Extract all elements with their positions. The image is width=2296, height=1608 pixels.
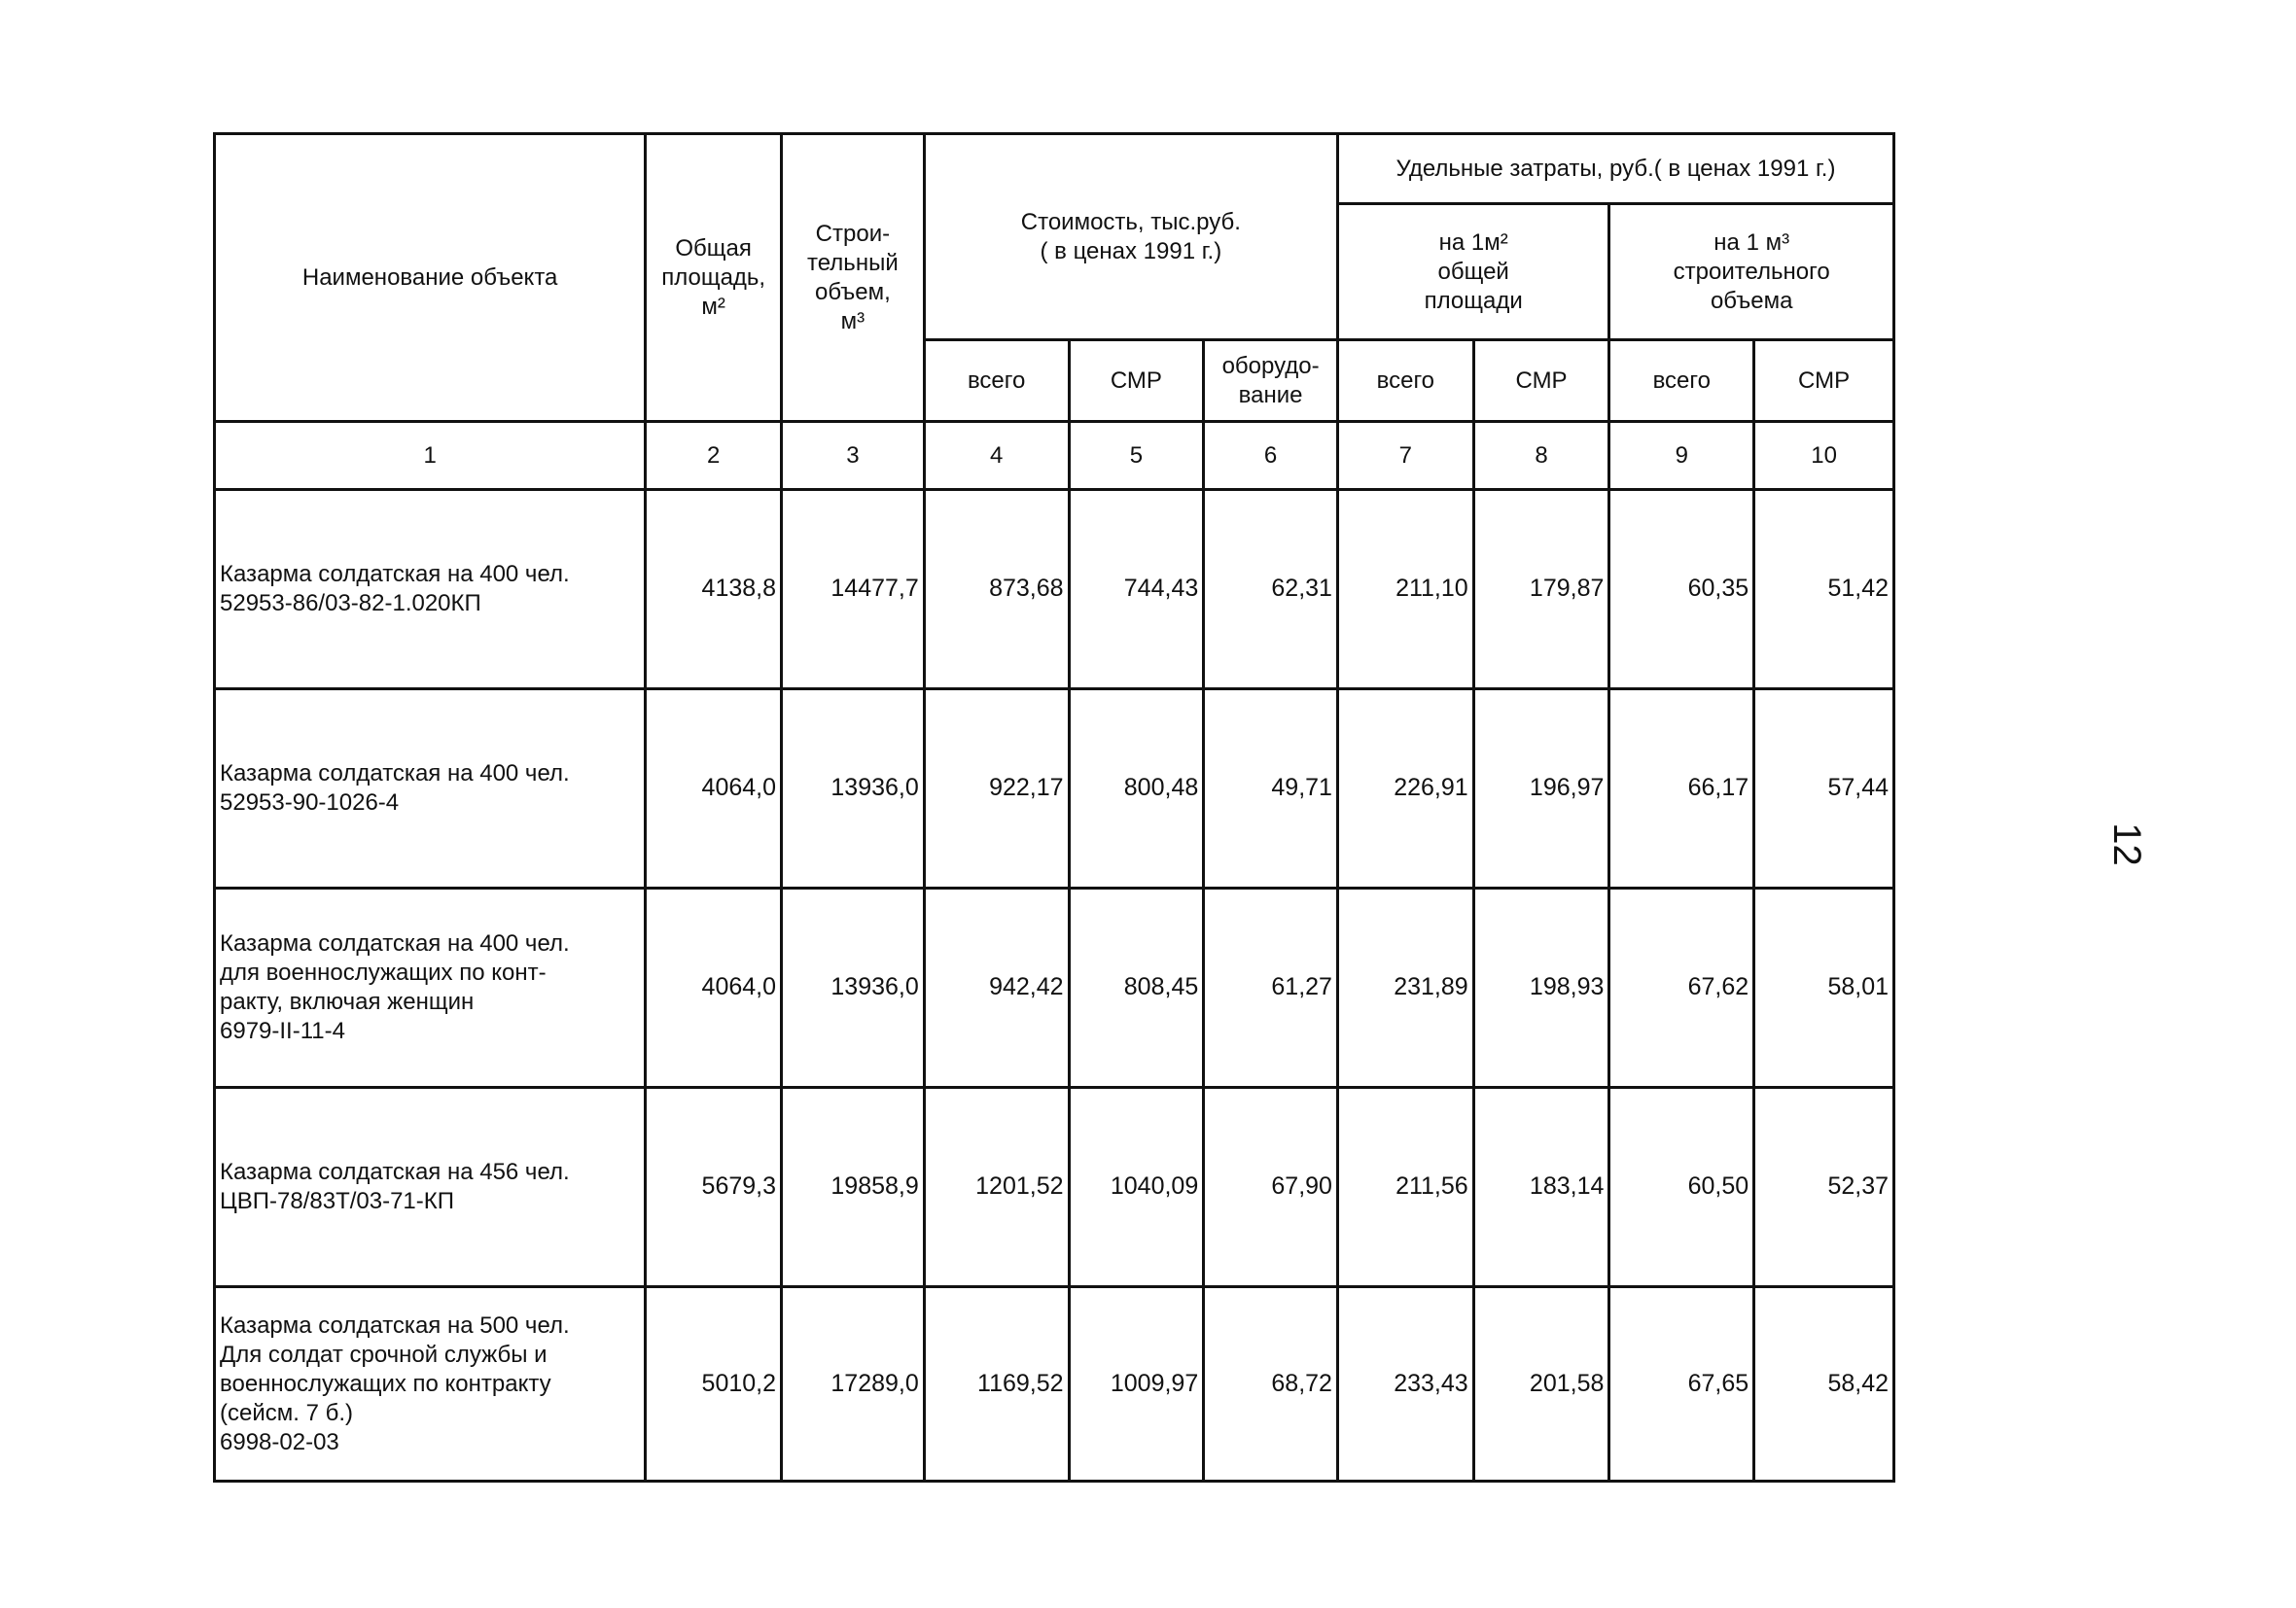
column-index: 7 xyxy=(1337,422,1473,490)
header-cost-smr: СМР xyxy=(1069,340,1204,422)
object-name: Казарма солдатская на 456 чел. ЦВП-78/83Т/03-71-КП xyxy=(215,1088,646,1287)
cell-cost-equipment: 49,71 xyxy=(1204,689,1338,889)
header-cost-equipment: оборудо- вание xyxy=(1204,340,1338,422)
cell-m3-smr: 57,44 xyxy=(1754,689,1894,889)
header-volume: Строи- тельный объем, м³ xyxy=(782,134,925,422)
column-index: 1 xyxy=(215,422,646,490)
cell-area: 5679,3 xyxy=(646,1088,782,1287)
cell-m3-total: 60,35 xyxy=(1609,490,1754,689)
column-index: 10 xyxy=(1754,422,1894,490)
cell-area: 4064,0 xyxy=(646,689,782,889)
cell-cost-smr: 1040,09 xyxy=(1069,1088,1204,1287)
cell-m2-total: 226,91 xyxy=(1337,689,1473,889)
cost-table xyxy=(213,132,1895,1483)
table-row xyxy=(215,1088,1894,1287)
cell-m3-smr: 52,37 xyxy=(1754,1088,1894,1287)
cell-area: 4064,0 xyxy=(646,889,782,1088)
cell-cost-total: 873,68 xyxy=(924,490,1069,689)
cell-m3-smr: 51,42 xyxy=(1754,490,1894,689)
table-header xyxy=(215,134,1894,490)
cell-m2-total: 211,10 xyxy=(1337,490,1473,689)
cell-m2-smr: 179,87 xyxy=(1473,490,1609,689)
cell-m2-smr: 196,97 xyxy=(1473,689,1609,889)
object-name: Казарма солдатская на 400 чел. для военнослужащих по конт- ракту, включая женщин 6979-II-11-4 xyxy=(215,889,646,1088)
cell-cost-smr: 744,43 xyxy=(1069,490,1204,689)
table-row xyxy=(215,889,1894,1088)
header-per-m3: на 1 м³ строительного объема xyxy=(1609,204,1894,340)
cell-m3-smr: 58,01 xyxy=(1754,889,1894,1088)
header-area: Общая площадь, м² xyxy=(646,134,782,422)
cell-m3-total: 67,62 xyxy=(1609,889,1754,1088)
column-index: 9 xyxy=(1609,422,1754,490)
cell-m3-total: 66,17 xyxy=(1609,689,1754,889)
column-index: 4 xyxy=(924,422,1069,490)
cell-m3-smr: 58,42 xyxy=(1754,1287,1894,1482)
table-row xyxy=(215,689,1894,889)
cell-m2-smr: 201,58 xyxy=(1473,1287,1609,1482)
cell-cost-total: 1169,52 xyxy=(924,1287,1069,1482)
column-index-row xyxy=(215,422,1894,490)
cell-cost-smr: 808,45 xyxy=(1069,889,1204,1088)
cell-cost-smr: 800,48 xyxy=(1069,689,1204,889)
header-cost-total: всего xyxy=(924,340,1069,422)
header-m3-total: всего xyxy=(1609,340,1754,422)
cell-m2-smr: 198,93 xyxy=(1473,889,1609,1088)
cell-cost-equipment: 61,27 xyxy=(1204,889,1338,1088)
cell-cost-total: 922,17 xyxy=(924,689,1069,889)
column-index: 3 xyxy=(782,422,925,490)
header-m2-total: всего xyxy=(1337,340,1473,422)
header-m3-smr: СМР xyxy=(1754,340,1894,422)
cell-area: 5010,2 xyxy=(646,1287,782,1482)
header-cost: Стоимость, тыс.руб. ( в ценах 1991 г.) xyxy=(924,134,1337,340)
table-row xyxy=(215,1287,1894,1482)
cell-area: 4138,8 xyxy=(646,490,782,689)
column-index: 5 xyxy=(1069,422,1204,490)
header-per-m2: на 1м² общей площади xyxy=(1337,204,1608,340)
cell-cost-total: 942,42 xyxy=(924,889,1069,1088)
table-row xyxy=(215,490,1894,689)
cell-volume: 17289,0 xyxy=(782,1287,925,1482)
cell-m3-total: 67,65 xyxy=(1609,1287,1754,1482)
cell-volume: 19858,9 xyxy=(782,1088,925,1287)
column-index: 2 xyxy=(646,422,782,490)
cell-cost-equipment: 68,72 xyxy=(1204,1287,1338,1482)
table-body xyxy=(215,490,1894,1482)
header-m2-smr: СМР xyxy=(1473,340,1609,422)
cell-cost-equipment: 62,31 xyxy=(1204,490,1338,689)
object-name: Казарма солдатская на 500 чел. Для солдат срочной службы и военнослужащих по контракту (сейсм. 7 б.) 6998-02-03 xyxy=(215,1287,646,1482)
cell-cost-equipment: 67,90 xyxy=(1204,1088,1338,1287)
column-index: 8 xyxy=(1473,422,1609,490)
cell-cost-total: 1201,52 xyxy=(924,1088,1069,1287)
page-number: 12 xyxy=(2104,822,2148,866)
cell-cost-smr: 1009,97 xyxy=(1069,1287,1204,1482)
column-index: 6 xyxy=(1204,422,1338,490)
cell-m2-smr: 183,14 xyxy=(1473,1088,1609,1287)
header-name: Наименование объекта xyxy=(215,134,646,422)
cell-m2-total: 231,89 xyxy=(1337,889,1473,1088)
object-name: Казарма солдатская на 400 чел. 52953-86/03-82-1.020КП xyxy=(215,490,646,689)
cell-m2-total: 233,43 xyxy=(1337,1287,1473,1482)
cell-m3-total: 60,50 xyxy=(1609,1088,1754,1287)
header-unit-costs: Удельные затраты, руб.( в ценах 1991 г.) xyxy=(1337,134,1893,204)
cell-volume: 14477,7 xyxy=(782,490,925,689)
cell-volume: 13936,0 xyxy=(782,889,925,1088)
object-name: Казарма солдатская на 400 чел. 52953-90-1026-4 xyxy=(215,689,646,889)
cell-m2-total: 211,56 xyxy=(1337,1088,1473,1287)
cell-volume: 13936,0 xyxy=(782,689,925,889)
